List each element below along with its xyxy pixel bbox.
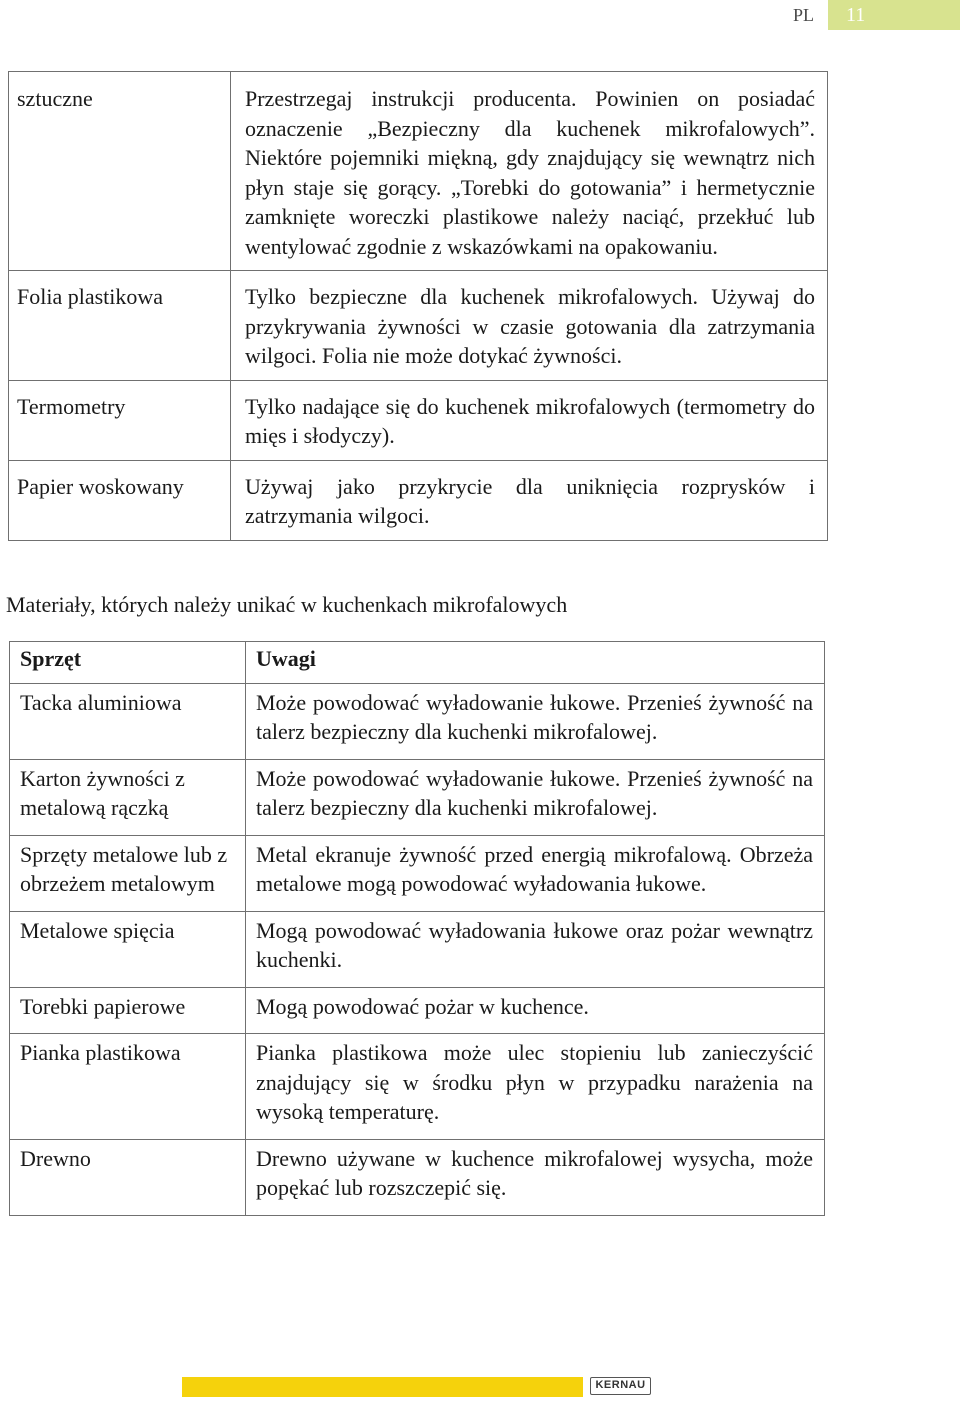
column-header-equipment: Sprzęt [10, 642, 246, 684]
remarks-cell: Pianka plastikowa może ulec stopieniu lub zanieczyścić znajdujący się w środku płyn w przypadku narażenia na wysoką temperaturę. [246, 1034, 825, 1140]
table-row [10, 1139, 825, 1215]
table-row [10, 835, 825, 911]
table-row [9, 72, 828, 271]
material-cell: sztuczne [9, 72, 231, 271]
table-header-row [10, 642, 825, 684]
brand-logo: KERNAU [590, 1377, 651, 1395]
remarks-cell: Mogą powodować wyładowania łukowe oraz pożar wewnątrz kuchenki. [246, 911, 825, 987]
equipment-cell: Torebki papierowe [10, 987, 246, 1034]
equipment-cell: Karton żywności z metalową rączką [10, 759, 246, 835]
avoid-materials-table [9, 641, 825, 1216]
table-row [9, 271, 828, 381]
remarks-cell: Mogą powodować pożar w kuchence. [246, 987, 825, 1034]
material-cell: Papier woskowany [9, 460, 231, 540]
footer-accent-bar [182, 1377, 583, 1397]
material-cell: Folia plastikowa [9, 271, 231, 381]
equipment-cell: Tacka aluminiowa [10, 683, 246, 759]
note-cell: Tylko bezpieczne dla kuchenek mikrofalowych. Używaj do przykrywania żywności w czasie gotowania dla zatrzymania wilgoci. Folia nie może dotykać żywności. [231, 271, 828, 381]
note-cell: Używaj jako przykrycie dla uniknięcia rozprysków i zatrzymania wilgoci. [231, 460, 828, 540]
remarks-cell: Drewno używane w kuchence mikrofalowej wysycha, może popękać lub rozszczepić się. [246, 1139, 825, 1215]
suitable-materials-table [8, 71, 828, 541]
equipment-cell: Sprzęty metalowe lub z obrzeżem metalowym [10, 835, 246, 911]
note-cell: Przestrzegaj instrukcji producenta. Powinien on posiadać oznaczenie „Bezpieczny dla kuchenek mikrofalowych”. Niektóre pojemniki miękną, gdy znajdujący się wewnątrz nich płyn staje się gorący. „Torebki do gotowania” i hermetycznie zamknięte woreczki plastikowe należy naciąć, przekłuć lub wentylować zgodnie z wskazówkami na opakowaniu. [231, 72, 828, 271]
equipment-cell: Metalowe spięcia [10, 911, 246, 987]
remarks-cell: Metal ekranuje żywność przed energią mikrofalową. Obrzeża metalowe mogą powodować wyładowania łukowe. [246, 835, 825, 911]
note-cell: Tylko nadające się do kuchenek mikrofalowych (termometry do mięs i słodyczy). [231, 380, 828, 460]
page-number-badge: 11 [828, 0, 960, 30]
remarks-cell: Może powodować wyładowanie łukowe. Przenieś żywność na talerz bezpieczny dla kuchenki mikrofalowej. [246, 683, 825, 759]
section-caption: Materiały, których należy unikać w kuchenkach mikrofalowych [6, 592, 568, 617]
table-row [9, 460, 828, 540]
material-cell: Termometry [9, 380, 231, 460]
equipment-cell: Pianka plastikowa [10, 1034, 246, 1140]
table-row [10, 987, 825, 1034]
header-language: PL [793, 5, 815, 25]
remarks-cell: Może powodować wyładowanie łukowe. Przenieś żywność na talerz bezpieczny dla kuchenki mikrofalowej. [246, 759, 825, 835]
table-row [10, 1034, 825, 1140]
table-row [9, 380, 828, 460]
equipment-cell: Drewno [10, 1139, 246, 1215]
column-header-remarks: Uwagi [246, 642, 825, 684]
table-row [10, 759, 825, 835]
table-row [10, 911, 825, 987]
table-row [10, 683, 825, 759]
